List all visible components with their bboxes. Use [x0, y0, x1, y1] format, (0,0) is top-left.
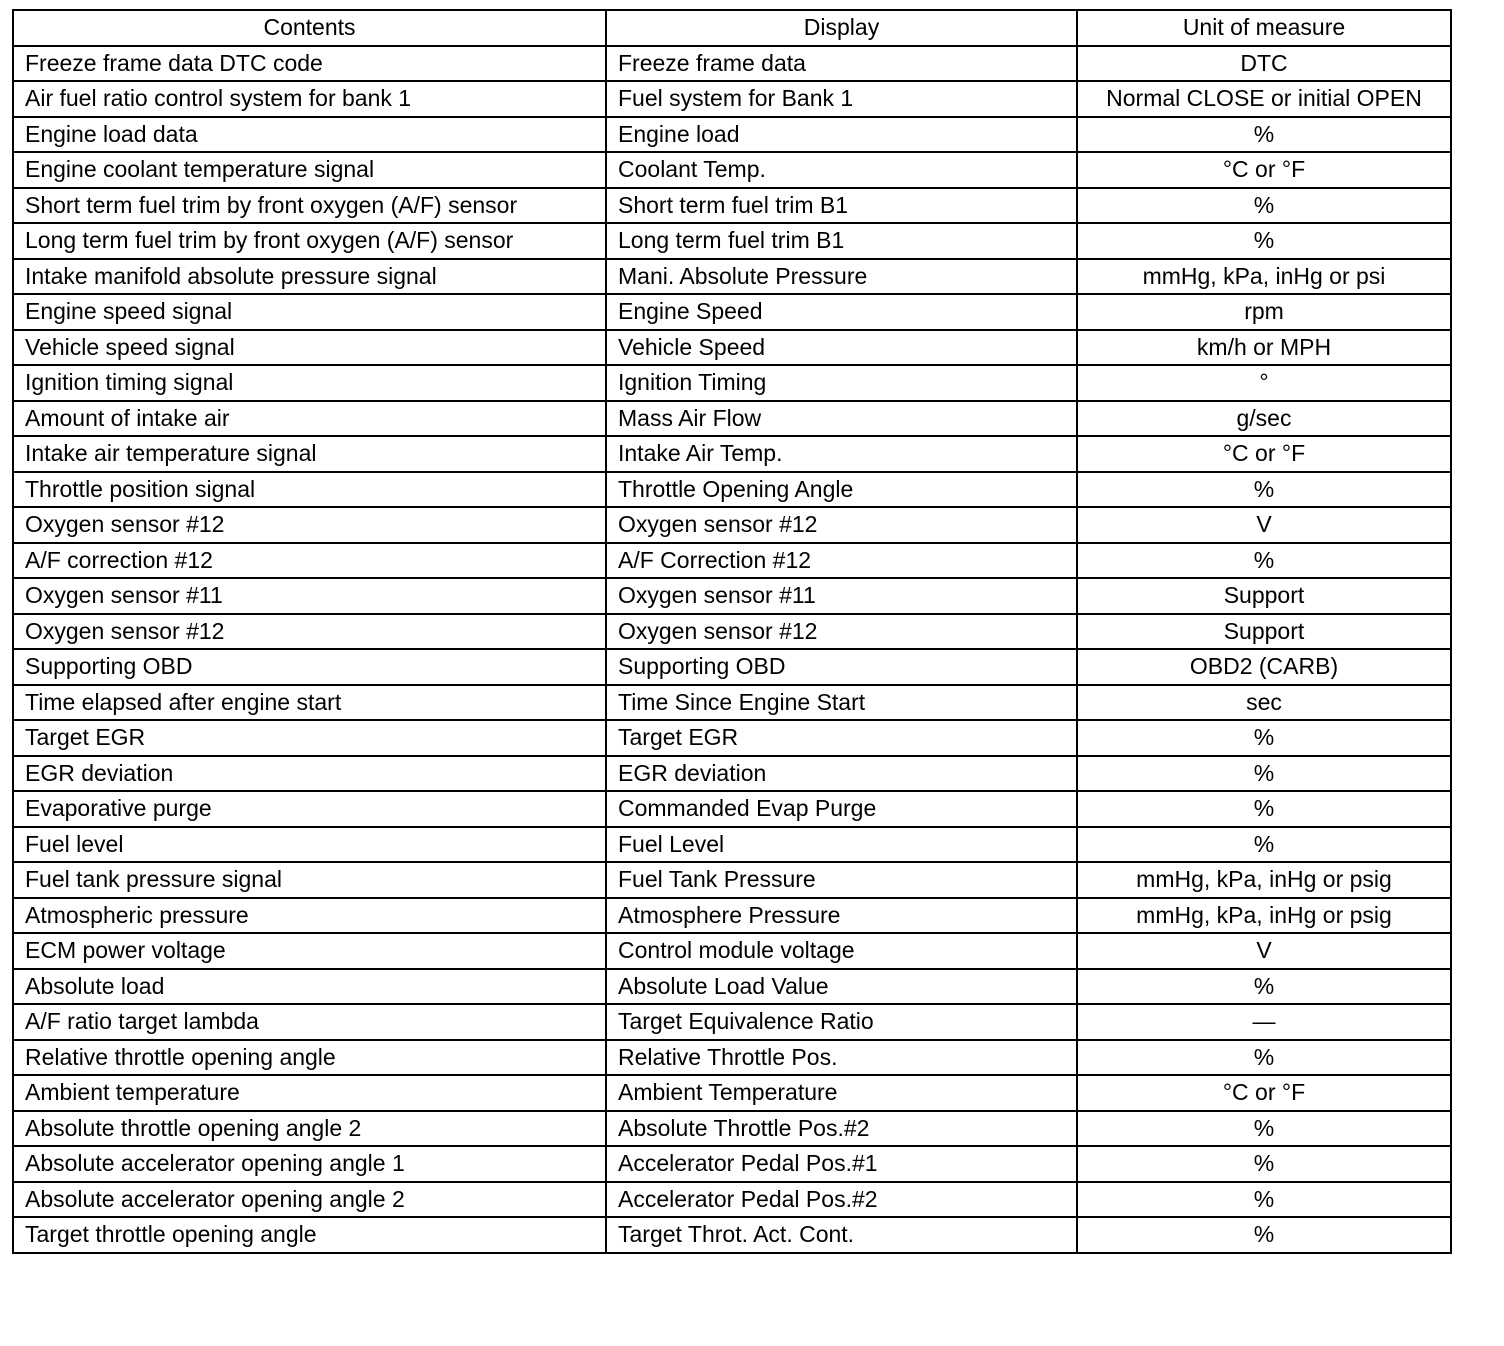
cell-display: Relative Throttle Pos.: [606, 1040, 1077, 1076]
table-row: [13, 46, 1451, 82]
table-row: [13, 188, 1451, 224]
cell-display: Commanded Evap Purge: [606, 791, 1077, 827]
cell-unit: °C or °F: [1077, 1075, 1451, 1111]
cell-display: Engine Speed: [606, 294, 1077, 330]
table-row: [13, 756, 1451, 792]
table-row: [13, 1040, 1451, 1076]
cell-unit: %: [1077, 791, 1451, 827]
cell-display: Throttle Opening Angle: [606, 472, 1077, 508]
table-row: [13, 152, 1451, 188]
cell-unit: °: [1077, 365, 1451, 401]
cell-contents: Absolute accelerator opening angle 1: [13, 1146, 606, 1182]
table-body: [13, 46, 1451, 1253]
table-row: [13, 117, 1451, 153]
cell-contents: Intake manifold absolute pressure signal: [13, 259, 606, 295]
cell-display: Mass Air Flow: [606, 401, 1077, 437]
cell-unit: %: [1077, 117, 1451, 153]
cell-unit: V: [1077, 933, 1451, 969]
table-row: [13, 472, 1451, 508]
cell-display: Accelerator Pedal Pos.#2: [606, 1182, 1077, 1218]
table-row: [13, 862, 1451, 898]
cell-display: Oxygen sensor #12: [606, 614, 1077, 650]
cell-contents: Target EGR: [13, 720, 606, 756]
cell-contents: Ambient temperature: [13, 1075, 606, 1111]
header-unit-of-measure: Unit of measure: [1077, 10, 1451, 46]
header-contents: Contents: [13, 10, 606, 46]
cell-unit: V: [1077, 507, 1451, 543]
table-row: [13, 1217, 1451, 1253]
cell-display: Target EGR: [606, 720, 1077, 756]
table-row: [13, 1182, 1451, 1218]
cell-contents: ECM power voltage: [13, 933, 606, 969]
cell-display: Oxygen sensor #11: [606, 578, 1077, 614]
cell-display: Absolute Throttle Pos.#2: [606, 1111, 1077, 1147]
cell-display: Ambient Temperature: [606, 1075, 1077, 1111]
table-row: [13, 969, 1451, 1005]
cell-contents: Absolute load: [13, 969, 606, 1005]
cell-unit: DTC: [1077, 46, 1451, 82]
cell-display: Absolute Load Value: [606, 969, 1077, 1005]
cell-contents: Vehicle speed signal: [13, 330, 606, 366]
table-row: [13, 1004, 1451, 1040]
cell-display: Supporting OBD: [606, 649, 1077, 685]
cell-contents: Fuel level: [13, 827, 606, 863]
cell-contents: Ignition timing signal: [13, 365, 606, 401]
table-row: [13, 330, 1451, 366]
table-row: [13, 223, 1451, 259]
cell-display: Fuel system for Bank 1: [606, 81, 1077, 117]
table-row: [13, 436, 1451, 472]
header-display: Display: [606, 10, 1077, 46]
cell-contents: Oxygen sensor #11: [13, 578, 606, 614]
cell-display: Freeze frame data: [606, 46, 1077, 82]
cell-unit: km/h or MPH: [1077, 330, 1451, 366]
cell-contents: Supporting OBD: [13, 649, 606, 685]
cell-contents: Absolute accelerator opening angle 2: [13, 1182, 606, 1218]
table-row: [13, 1146, 1451, 1182]
cell-contents: A/F ratio target lambda: [13, 1004, 606, 1040]
table-row: [13, 81, 1451, 117]
cell-display: Ignition Timing: [606, 365, 1077, 401]
cell-contents: Fuel tank pressure signal: [13, 862, 606, 898]
cell-contents: Long term fuel trim by front oxygen (A/F) sensor: [13, 223, 606, 259]
cell-unit: %: [1077, 720, 1451, 756]
table-row: [13, 543, 1451, 579]
cell-display: Control module voltage: [606, 933, 1077, 969]
cell-unit: —: [1077, 1004, 1451, 1040]
cell-display: A/F Correction #12: [606, 543, 1077, 579]
cell-contents: A/F correction #12: [13, 543, 606, 579]
table-row: [13, 365, 1451, 401]
cell-contents: Oxygen sensor #12: [13, 614, 606, 650]
cell-unit: Support: [1077, 614, 1451, 650]
cell-display: Time Since Engine Start: [606, 685, 1077, 721]
cell-contents: Atmospheric pressure: [13, 898, 606, 934]
cell-contents: Engine coolant temperature signal: [13, 152, 606, 188]
cell-unit: Support: [1077, 578, 1451, 614]
table-row: [13, 720, 1451, 756]
cell-unit: °C or °F: [1077, 152, 1451, 188]
cell-display: Target Throt. Act. Cont.: [606, 1217, 1077, 1253]
cell-unit: g/sec: [1077, 401, 1451, 437]
cell-unit: sec: [1077, 685, 1451, 721]
cell-contents: Oxygen sensor #12: [13, 507, 606, 543]
cell-unit: %: [1077, 969, 1451, 1005]
cell-display: Fuel Level: [606, 827, 1077, 863]
cell-unit: mmHg, kPa, inHg or psi: [1077, 259, 1451, 295]
cell-contents: Short term fuel trim by front oxygen (A/F) sensor: [13, 188, 606, 224]
cell-display: Atmosphere Pressure: [606, 898, 1077, 934]
cell-contents: Engine speed signal: [13, 294, 606, 330]
cell-contents: Amount of intake air: [13, 401, 606, 437]
cell-contents: Evaporative purge: [13, 791, 606, 827]
cell-contents: Target throttle opening angle: [13, 1217, 606, 1253]
cell-display: Fuel Tank Pressure: [606, 862, 1077, 898]
table-row: [13, 614, 1451, 650]
cell-display: Mani. Absolute Pressure: [606, 259, 1077, 295]
table-row: [13, 649, 1451, 685]
cell-contents: Freeze frame data DTC code: [13, 46, 606, 82]
cell-contents: Absolute throttle opening angle 2: [13, 1111, 606, 1147]
cell-contents: Air fuel ratio control system for bank 1: [13, 81, 606, 117]
cell-unit: %: [1077, 1111, 1451, 1147]
table-row: [13, 933, 1451, 969]
table-row: [13, 578, 1451, 614]
cell-display: Oxygen sensor #12: [606, 507, 1077, 543]
cell-unit: OBD2 (CARB): [1077, 649, 1451, 685]
table-row: [13, 898, 1451, 934]
table-row: [13, 827, 1451, 863]
cell-unit: %: [1077, 1146, 1451, 1182]
cell-unit: %: [1077, 756, 1451, 792]
cell-display: Long term fuel trim B1: [606, 223, 1077, 259]
table-row: [13, 1111, 1451, 1147]
cell-unit: %: [1077, 1217, 1451, 1253]
cell-unit: %: [1077, 472, 1451, 508]
cell-unit: %: [1077, 188, 1451, 224]
table-row: [13, 791, 1451, 827]
table-row: [13, 685, 1451, 721]
cell-unit: %: [1077, 827, 1451, 863]
table-row: [13, 259, 1451, 295]
cell-unit: %: [1077, 1182, 1451, 1218]
table-header-row: [13, 10, 1451, 46]
table-row: [13, 1075, 1451, 1111]
cell-display: Intake Air Temp.: [606, 436, 1077, 472]
cell-unit: %: [1077, 543, 1451, 579]
cell-unit: °C or °F: [1077, 436, 1451, 472]
cell-contents: Time elapsed after engine start: [13, 685, 606, 721]
table-row: [13, 507, 1451, 543]
cell-contents: Throttle position signal: [13, 472, 606, 508]
cell-display: Accelerator Pedal Pos.#1: [606, 1146, 1077, 1182]
table-row: [13, 294, 1451, 330]
cell-contents: Relative throttle opening angle: [13, 1040, 606, 1076]
cell-display: Short term fuel trim B1: [606, 188, 1077, 224]
table-row: [13, 401, 1451, 437]
cell-display: EGR deviation: [606, 756, 1077, 792]
cell-unit: mmHg, kPa, inHg or psig: [1077, 862, 1451, 898]
cell-display: Vehicle Speed: [606, 330, 1077, 366]
cell-unit: mmHg, kPa, inHg or psig: [1077, 898, 1451, 934]
cell-display: Engine load: [606, 117, 1077, 153]
cell-display: Coolant Temp.: [606, 152, 1077, 188]
freeze-frame-table: [12, 9, 1452, 1254]
cell-contents: Intake air temperature signal: [13, 436, 606, 472]
cell-contents: Engine load data: [13, 117, 606, 153]
cell-unit: rpm: [1077, 294, 1451, 330]
cell-unit: %: [1077, 223, 1451, 259]
cell-unit: Normal CLOSE or initial OPEN: [1077, 81, 1451, 117]
cell-unit: %: [1077, 1040, 1451, 1076]
cell-contents: EGR deviation: [13, 756, 606, 792]
cell-display: Target Equivalence Ratio: [606, 1004, 1077, 1040]
